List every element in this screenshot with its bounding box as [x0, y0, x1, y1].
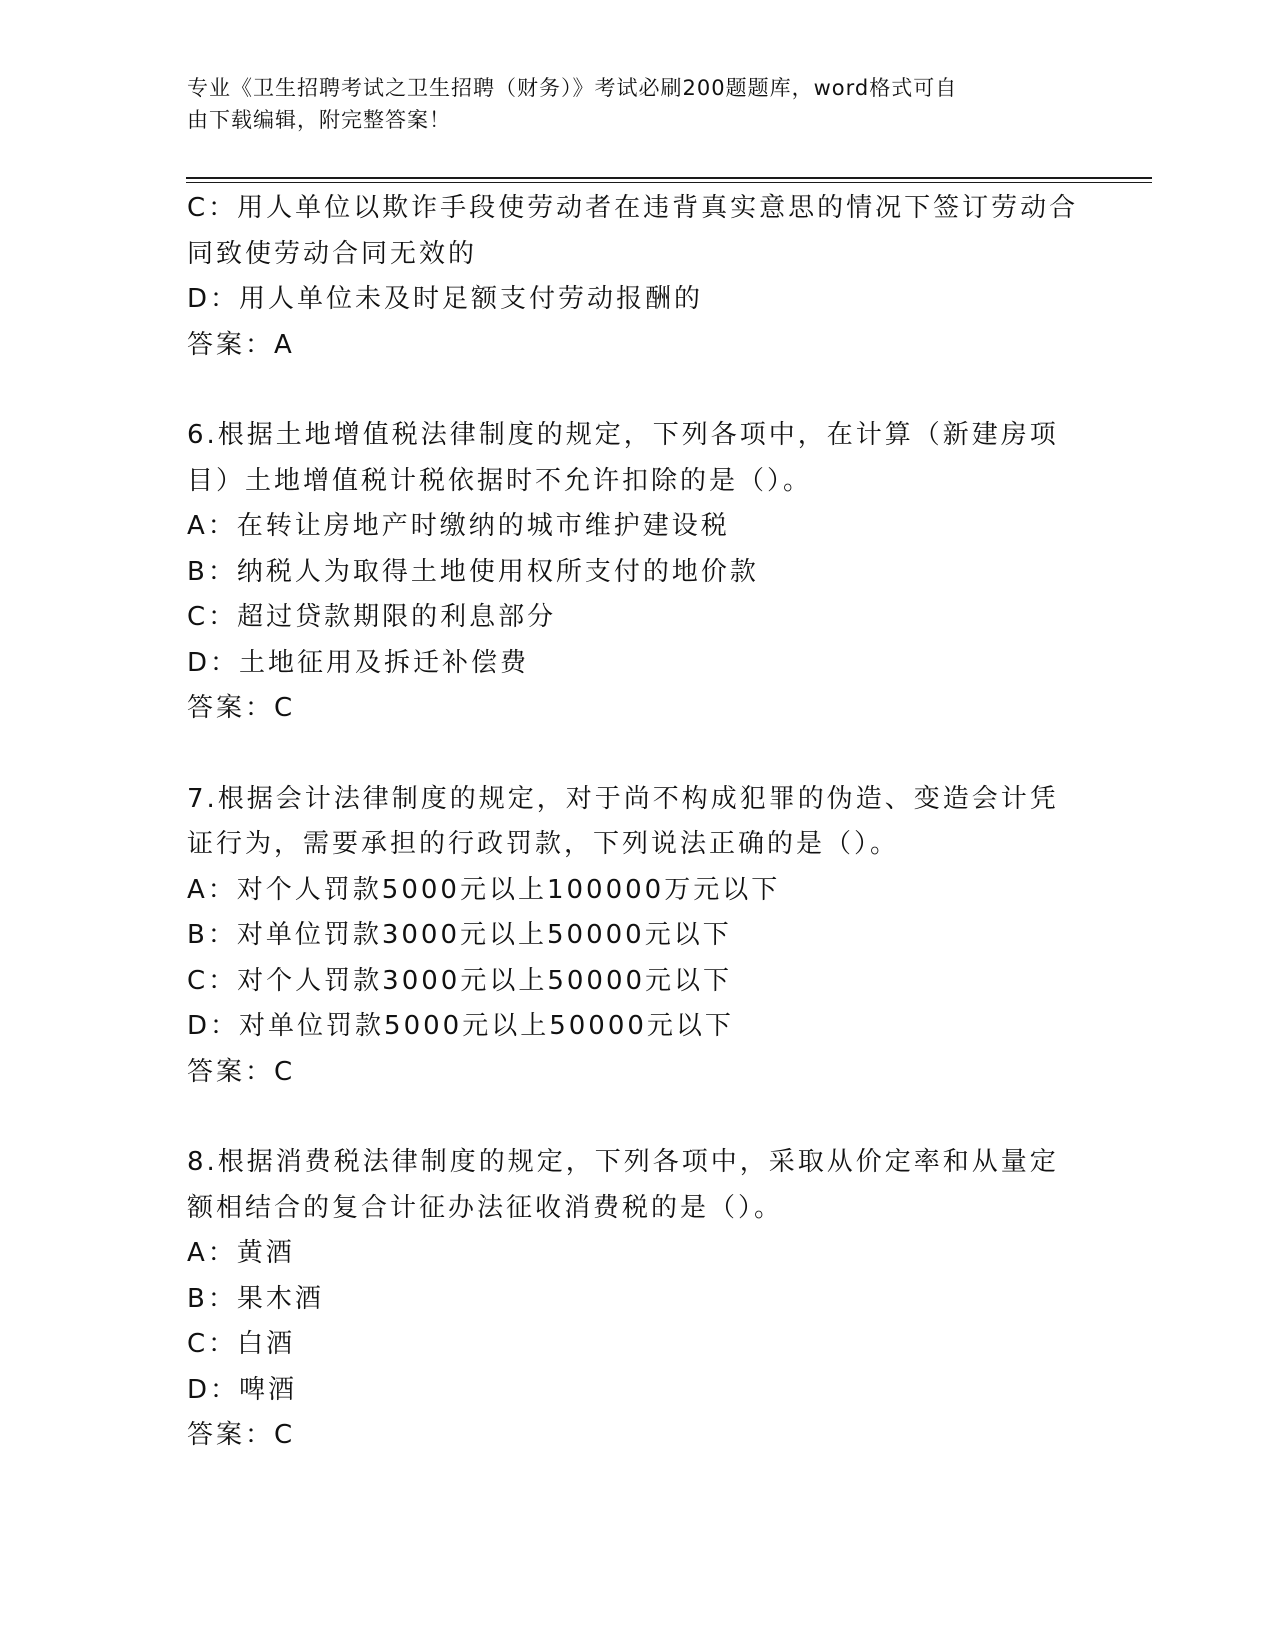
question-stem-line-1: 6.根据土地增值税法律制度的规定，下列各项中，在计算（新建房项	[187, 420, 1059, 450]
option-b: B：纳税人为取得土地使用权所支付的地价款	[187, 556, 759, 587]
answer: 答案：C	[187, 1420, 296, 1450]
option-c: C：对个人罚款3000元以上50000元以下	[187, 965, 733, 996]
option-c: C：白酒	[187, 1329, 296, 1359]
previous-question-tail	[187, 186, 1087, 368]
question-stem-line-2: 证行为，需要承担的行政罚款，下列说法正确的是（）。	[187, 829, 900, 859]
option-a: A：黄酒	[187, 1238, 295, 1268]
question-stem-line-1: 8.根据消费税法律制度的规定，下列各项中，采取从价定率和从量定	[187, 1147, 1059, 1177]
header-line-2: 由下载编辑，附完整答案！	[187, 108, 451, 132]
answer: 答案：A	[187, 329, 295, 360]
question-stem-line-2: 目）土地增值税计税依据时不允许扣除的是（）。	[187, 465, 813, 496]
option-d: D：土地征用及拆迁补偿费	[187, 647, 530, 678]
question-7	[187, 777, 1087, 1096]
option-c-line-1: C：用人单位以欺诈手段使劳动者在违背真实意思的情况下签订劳动合	[187, 193, 1079, 223]
question-8	[187, 1140, 1087, 1459]
option-a: A：在转让房地产时缴纳的城市维护建设税	[187, 511, 730, 541]
question-stem-line-2: 额相结合的复合计征办法征收消费税的是（）。	[187, 1192, 784, 1223]
question-6	[187, 413, 1087, 732]
option-d: D：用人单位未及时足额支付劳动报酬的	[187, 284, 704, 314]
option-b: B：对单位罚款3000元以上50000元以下	[187, 920, 732, 950]
answer: 答案：C	[187, 693, 296, 723]
header-rule-thin	[186, 182, 1152, 183]
header-line-1: 专业《卫生招聘考试之卫生招聘（财务）》考试必刷200题题库，word格式可自	[187, 76, 958, 100]
option-c: C：超过贷款期限的利息部分	[187, 602, 557, 632]
document-header	[187, 72, 1087, 136]
option-b: B：果木酒	[187, 1283, 324, 1314]
option-d: D：啤酒	[187, 1374, 298, 1405]
answer: 答案：C	[187, 1056, 296, 1087]
document-content	[187, 186, 1087, 1459]
option-d: D：对单位罚款5000元以上50000元以下	[187, 1011, 734, 1041]
option-c-line-2: 同致使劳动合同无效的	[187, 238, 478, 269]
option-a: A：对个人罚款5000元以上100000万元以下	[187, 874, 781, 905]
question-stem-line-1: 7.根据会计法律制度的规定，对于尚不构成犯罪的伪造、变造会计凭	[187, 783, 1059, 814]
header-rule-thick	[186, 177, 1152, 179]
